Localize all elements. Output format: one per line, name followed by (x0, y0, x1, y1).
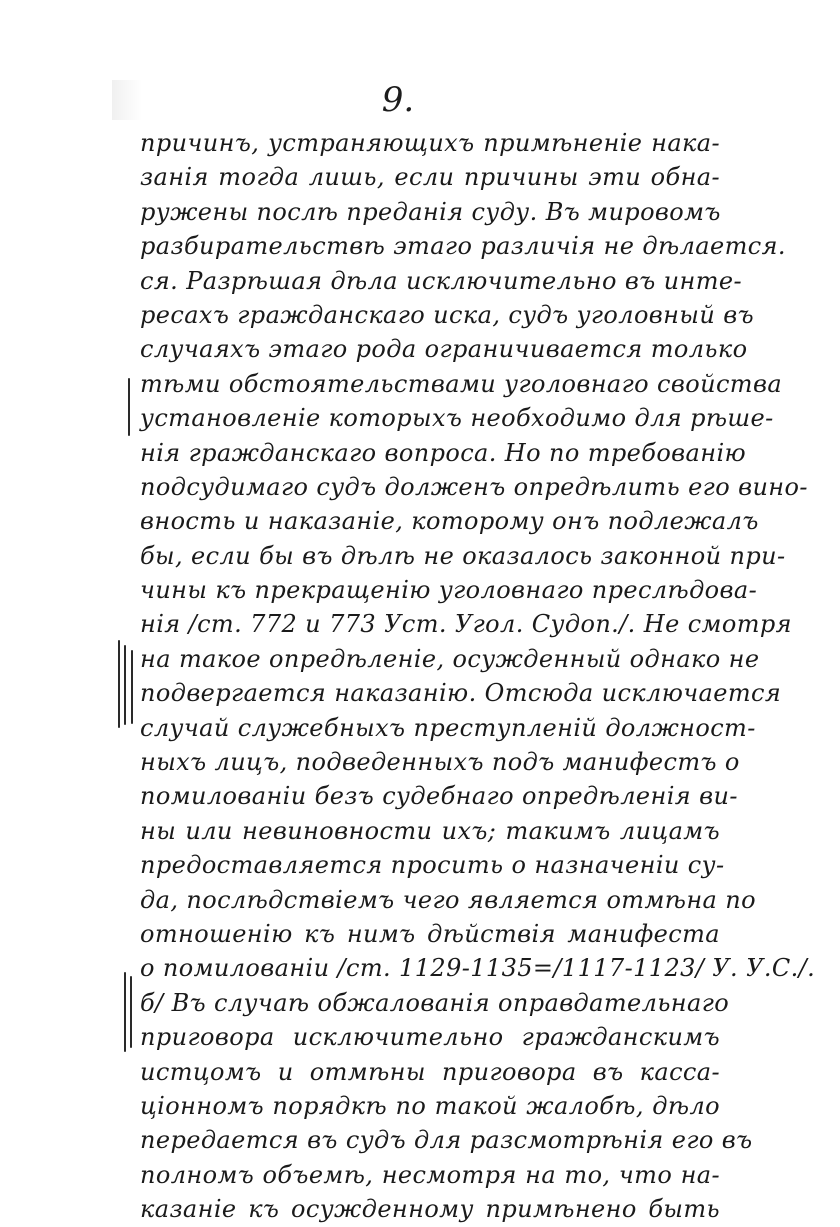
manuscript-line: помилованіи безъ судебнаго опредѣленія ви- (140, 782, 738, 811)
manuscript-body (140, 126, 816, 1227)
margin-mark-lower-2 (130, 976, 132, 1048)
margin-mark-middle-1 (118, 640, 120, 728)
manuscript-line: нія /ст. 772 и 773 Уст. Угол. Судоп./. Не смотря (140, 610, 792, 639)
manuscript-line: чины къ прекращенію уголовнаго преслѣдова- (140, 576, 758, 605)
margin-mark-middle-2 (124, 645, 126, 725)
page-number: 9. (381, 80, 415, 120)
manuscript-line: на такое опредѣленіе, осужденный однако не (140, 644, 760, 673)
margin-mark-lower-1 (124, 972, 126, 1052)
manuscript-line: бы, если бы въ дѣлѣ не оказалось законной при- (140, 541, 786, 570)
margin-mark-upper (128, 378, 130, 436)
margin-mark-middle-3 (131, 650, 133, 724)
manuscript-line: ресахъ гражданскаго иска, судъ уголовный въ (140, 300, 754, 329)
manuscript-line: отношенію къ нимъ дѣйствія манифеста (140, 919, 720, 948)
manuscript-line: занія тогда лишь, если причины эти обна- (140, 163, 720, 192)
manuscript-line: подвергается наказанію. Отсюда исключается (140, 679, 782, 708)
manuscript-line: ны или невиновности ихъ; такимъ лицамъ (140, 816, 720, 845)
manuscript-line: причинъ, устраняющихъ примѣненіе нака- (140, 129, 720, 157)
manuscript-line: передается въ судъ для разсмотрѣнія его въ (140, 1126, 753, 1155)
manuscript-line: ныхъ лицъ, подведенныхъ подъ манифестъ о (140, 748, 740, 777)
manuscript-line: о помилованіи /ст. 1129-1135=/1117-1123/ У. У.С./. (140, 954, 816, 983)
manuscript-line: нія гражданскаго вопроса. Но по требованію (140, 438, 747, 467)
manuscript-line: б/ Въ случаѣ обжалованія оправдательнаго (140, 988, 730, 1017)
manuscript-line: предоставляется просить о назначеніи су- (140, 851, 725, 880)
manuscript-line: установленіе которыхъ необходимо для рѣше- (140, 404, 774, 433)
manuscript-line: ціонномъ порядкѣ по такой жалобѣ, дѣло (140, 1091, 720, 1120)
scan-edge-shadow (112, 80, 142, 120)
manuscript-line: вность и наказаніе, которому онъ подлежалъ (140, 507, 759, 536)
manuscript-line: ружены послѣ преданія суду. Въ мировомъ (140, 197, 721, 226)
manuscript-line: полномъ объемѣ, несмотря на то, что на- (140, 1160, 720, 1189)
manuscript-line: случай служебныхъ преступленій должност- (140, 713, 756, 742)
manuscript-line: тѣми обстоятельствами уголовнаго свойства (140, 369, 783, 398)
manuscript-line: казаніе къ осужденному примѣнено быть (140, 1195, 720, 1224)
manuscript-line: приговора исключительно гражданскимъ (140, 1023, 720, 1052)
manuscript-line: да, послѣдствіемъ чего является отмѣна по (140, 885, 756, 914)
manuscript-line: подсудимаго судъ долженъ опредѣлить его вино- (140, 472, 808, 501)
manuscript-line: случаяхъ этаго рода ограничивается только (140, 335, 748, 364)
manuscript-line: истцомъ и отмѣны приговора въ касса- (140, 1057, 720, 1086)
manuscript-line: разбирательствѣ этаго различія не дѣлается. (140, 232, 786, 261)
manuscript-line: ся. Разрѣшая дѣла исключительно въ инте- (140, 266, 742, 295)
